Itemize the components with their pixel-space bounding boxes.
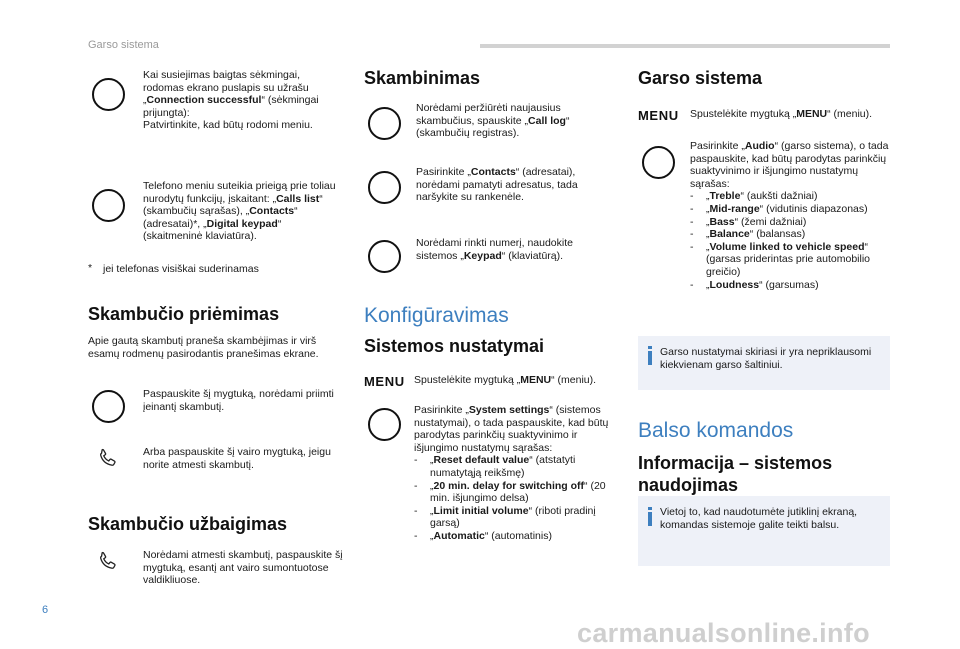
menu-button-icon: MENU: [638, 108, 679, 123]
connected-paragraph: Kai susiejimas baigtas sėkmingai, rodomas ekrano puslapis su užrašu „Connection successful“ (sėkmingai prijungta): Patvirtinkite, kad būtų rodomi meniu.: [143, 69, 319, 132]
voice-info-title: Informacija – sistemos naudojimas: [638, 453, 833, 495]
header-rule: [480, 44, 890, 48]
phone-icon: [95, 549, 121, 575]
list-item: - „Loudness“ (garsumas): [690, 278, 819, 291]
info-icon: [648, 346, 652, 349]
phone-icon: [95, 446, 121, 472]
reject-paragraph: Arba paspauskite šį vairo mygtuką, jeigu norite atmesti skambutį.: [143, 446, 331, 471]
watermark: carmanualsonline.info: [577, 618, 870, 648]
list-item: - „Automatic“ (automatinis): [414, 529, 552, 542]
menu-paragraph: Spustelėkite mygtuką „MENU“ (meniu).: [414, 374, 597, 386]
audio-title: Garso sistema: [638, 68, 763, 88]
accept-paragraph: Paspauskite šį mygtuką, norėdami priimti įeinantį skambutį.: [143, 388, 334, 413]
info-text: Vietoj to, kad naudotumėte jutiklinį ekraną, komandas sistemoje galite teikti balsu.: [660, 506, 858, 531]
audio-paragraph: Pasirinkite „Audio“ (garso sistema), o tada paspauskite, kad būtų parodytas parinkčių suaktyvinimo ir išjungimo nustatymų sąrašas: - „Treble“ (aukšti dažniai) - „Mid-range“ (vidutinis diapazonas) - „Bass“ (žemi dažniai) - „Balance“ (balansas) - „Volume linked to vehicle speed“ (garsas priderintas prie automobilio greičio) - „Loudness“ (garsumas): [690, 140, 895, 291]
list-item: - „Volume linked to vehicle speed“ (garsas priderintas prie automobilio greičio): [690, 240, 870, 278]
list-item: - „Treble“ (aukšti dažniai): [690, 190, 818, 203]
footnote-star: *: [88, 262, 93, 274]
info-box: [638, 336, 890, 390]
info-icon: [648, 507, 652, 510]
contacts-paragraph: Pasirinkite „Contacts“ (adresatai), norėdami pamatyti adresatus, tada naršykite su rankenėle.: [416, 166, 578, 204]
settings-options-list: [414, 454, 624, 542]
system-settings-title: Sistemos nustatymai: [364, 336, 545, 356]
knob-icon: [368, 408, 401, 441]
page-number: 6: [42, 604, 49, 616]
info-icon: [648, 512, 652, 526]
calling-title: Skambinimas: [364, 68, 481, 88]
list-item: - „Mid-range“ (vidutinis diapazonas): [690, 202, 868, 215]
settings-paragraph: Pasirinkite „System settings“ (sistemos nustatymai), o tada paspauskite, kad būtų parodytas parinkčių suaktyvinimo ir išjungimo nustatymų sąrašas: - „Reset default value“ (atstatyti numatytąją reikšmę) - „20 min. delay for switching off“ (20 min. išjungimo delsa) - „Limit initial volume“ (riboti pradinį garsą) - „Automatic“ (automatinis): [414, 404, 624, 543]
menu-button-icon: MENU: [364, 374, 405, 389]
knob-icon: [368, 240, 401, 273]
footnote-text: jei telefonas visiškai suderinamas: [103, 263, 259, 275]
info-text: Garso nustatymai skiriasi ir yra nepriklausomi kiekvienam garso šaltiniui.: [660, 346, 872, 371]
knob-icon: [92, 78, 125, 111]
list-item: - „Balance“ (balansas): [690, 228, 806, 241]
info-box: [638, 496, 890, 566]
voice-title: Balso komandos: [638, 419, 794, 442]
config-title: Konfigūravimas: [364, 304, 509, 327]
knob-icon: [368, 171, 401, 204]
menu-paragraph: Spustelėkite mygtuką „MENU“ (meniu).: [690, 108, 873, 120]
list-item: - „20 min. delay for switching off“ (20 min. išjungimo delsa): [414, 479, 606, 505]
knob-icon: [368, 107, 401, 140]
receiving-intro: Apie gautą skambutį praneša skambėjimas ir virš esamų rodmenų pasirodantis pranešimas ekrane.: [88, 335, 319, 360]
running-header: Garso sistema: [88, 39, 159, 51]
knob-icon: [92, 189, 125, 222]
list-item: - „Limit initial volume“ (riboti pradinį garsą): [414, 504, 596, 530]
ending-paragraph: Norėdami atmesti skambutį, paspauskite šį mygtuką, esantį ant vairo sumontuotose valdikliuose.: [143, 549, 343, 587]
audio-options-list: [690, 190, 895, 291]
keypad-paragraph: Norėdami rinkti numerį, naudokite sistemos „Keypad“ (klaviatūrą).: [416, 237, 573, 262]
knob-icon: [92, 390, 125, 423]
ending-title: Skambučio užbaigimas: [88, 514, 288, 534]
list-item: - „Bass“ (žemi dažniai): [690, 215, 807, 228]
info-icon: [648, 351, 652, 365]
list-item: - „Reset default value“ (atstatyti numatytąją reikšmę): [414, 454, 576, 479]
phone-menu-paragraph: Telefono meniu suteikia prieigą prie toliau nurodytų funkcijų, įskaitant: „Calls list“ (skambučių sąrašas), „Contacts“ (adresatai)*, „Digital keypad“ (skaitmeninė klaviatūra).: [143, 180, 336, 243]
calllog-paragraph: Norėdami peržiūrėti naujausius skambučius, spauskite „Call log“ (skambučių registras).: [416, 102, 570, 140]
receiving-title: Skambučio priėmimas: [88, 304, 280, 324]
knob-icon: [642, 146, 675, 179]
